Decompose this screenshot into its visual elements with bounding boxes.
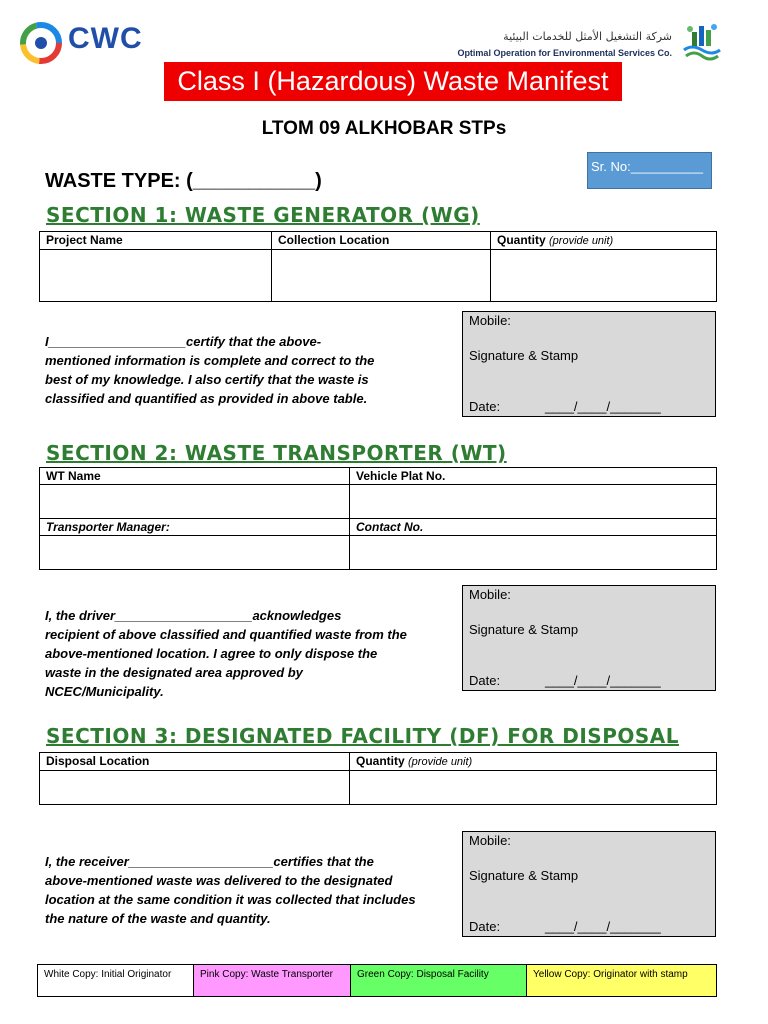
mobile-label: Mobile: bbox=[469, 313, 511, 328]
cert-line: location at the same condition it was collected that includes bbox=[45, 892, 416, 907]
section3-heading: SECTION 3: DESIGNATED FACILITY (DF) FOR DISPOSAL bbox=[46, 724, 679, 748]
cert-line: best of my knowledge. I also certify that the waste is bbox=[45, 372, 369, 387]
header-quantity bbox=[491, 232, 717, 250]
transporter-manager-input[interactable] bbox=[40, 536, 350, 570]
quantity-input[interactable] bbox=[491, 250, 717, 302]
transporter-certification bbox=[45, 606, 445, 701]
cert-line: waste in the designated area approved by bbox=[45, 665, 303, 680]
green-copy-label: Green Copy: Disposal Facility bbox=[351, 965, 527, 996]
date-label: Date: bbox=[469, 673, 501, 688]
generator-certification bbox=[45, 332, 445, 408]
transporter-signature-box[interactable] bbox=[462, 585, 716, 691]
mobile-label: Mobile: bbox=[469, 833, 511, 848]
header-wt-name: WT Name bbox=[40, 468, 350, 485]
date-label: Date: bbox=[469, 919, 501, 934]
logo-text: CWC bbox=[68, 22, 143, 55]
waste-type-field[interactable] bbox=[45, 170, 322, 193]
facility-table bbox=[39, 752, 717, 805]
cwc-logo-icon bbox=[20, 22, 62, 64]
collection-location-input[interactable] bbox=[272, 250, 491, 302]
mobile-label: Mobile: bbox=[469, 587, 511, 602]
cert-line: recipient of above classified and quantified waste from the bbox=[45, 627, 407, 642]
date-blank: ____/____/_______ bbox=[545, 673, 661, 688]
cert-line: mentioned information is complete and correct to the bbox=[45, 353, 375, 368]
cert-line: classified and quantified as provided in above table. bbox=[45, 391, 368, 406]
header-vehicle-plate: Vehicle Plat No. bbox=[350, 468, 717, 485]
signature-label: Signature & Stamp bbox=[469, 348, 579, 363]
project-name-input[interactable] bbox=[40, 250, 272, 302]
header-project-name: Project Name bbox=[40, 232, 272, 250]
pink-copy-label: Pink Copy: Waste Transporter bbox=[194, 965, 351, 996]
date-blank: ____/____/_______ bbox=[545, 919, 661, 934]
header-disposal-location: Disposal Location bbox=[40, 753, 350, 771]
date-blank: ____/____/_______ bbox=[545, 399, 661, 414]
quantity-label: Quantity bbox=[497, 233, 546, 247]
disposal-quantity-input[interactable] bbox=[350, 771, 717, 805]
section1-heading: SECTION 1: WASTE GENERATOR (WG) bbox=[46, 203, 480, 227]
contact-no-input[interactable] bbox=[350, 536, 717, 570]
cert-line: NCEC/Municipality. bbox=[45, 684, 164, 699]
yellow-copy-label: Yellow Copy: Originator with stamp bbox=[527, 965, 716, 996]
cert-line: the nature of the waste and quantity. bbox=[45, 911, 271, 926]
signature-label: Signature & Stamp bbox=[469, 868, 579, 883]
disposal-location-input[interactable] bbox=[40, 771, 350, 805]
date-label: Date: bbox=[469, 399, 501, 414]
waste-type-text: WASTE TYPE: (___________) bbox=[45, 170, 322, 192]
vehicle-plate-input[interactable] bbox=[350, 485, 717, 519]
generator-table bbox=[39, 231, 717, 302]
white-copy-label: White Copy: Initial Originator bbox=[38, 965, 194, 996]
header-collection-location: Collection Location bbox=[272, 232, 491, 250]
serial-number-label: Sr. No:__________ bbox=[591, 159, 704, 174]
quantity-unit: (provide unit) bbox=[408, 756, 473, 768]
page-subtitle: LTOM 09 ALKHOBAR STPs bbox=[261, 118, 507, 139]
quantity-unit: (provide unit) bbox=[549, 235, 614, 247]
receiver-certification bbox=[45, 852, 445, 928]
wt-name-input[interactable] bbox=[40, 485, 350, 519]
serial-number-box[interactable] bbox=[587, 152, 712, 189]
page-title: Class I (Hazardous) Waste Manifest bbox=[164, 62, 622, 101]
arabic-company-name: شركة التشغيل الأمثل للخدمات البيئية bbox=[503, 30, 672, 43]
header-contact-no: Contact No. bbox=[350, 519, 717, 536]
cert-line: I, the receiver____________________certifies that the bbox=[45, 854, 374, 869]
section2-heading: SECTION 2: WASTE TRANSPORTER (WT) bbox=[46, 441, 507, 465]
header-quantity bbox=[350, 753, 717, 771]
company-emblem-icon bbox=[680, 20, 724, 64]
copy-distribution-legend bbox=[37, 964, 717, 997]
cert-line: I, the driver___________________acknowledges bbox=[45, 608, 342, 623]
receiver-signature-box[interactable] bbox=[462, 831, 716, 937]
signature-label: Signature & Stamp bbox=[469, 622, 579, 637]
cert-line: above-mentioned location. I agree to only dispose the bbox=[45, 646, 378, 661]
english-company-name: Optimal Operation for Environmental Services Co. bbox=[457, 48, 672, 58]
header-transporter-manager: Transporter Manager: bbox=[40, 519, 350, 536]
transporter-table bbox=[39, 467, 717, 570]
quantity-label: Quantity bbox=[356, 754, 405, 768]
generator-signature-box[interactable] bbox=[462, 311, 716, 417]
cert-line: above-mentioned waste was delivered to the designated bbox=[45, 873, 393, 888]
cert-line: I___________________certify that the above- bbox=[45, 334, 322, 349]
